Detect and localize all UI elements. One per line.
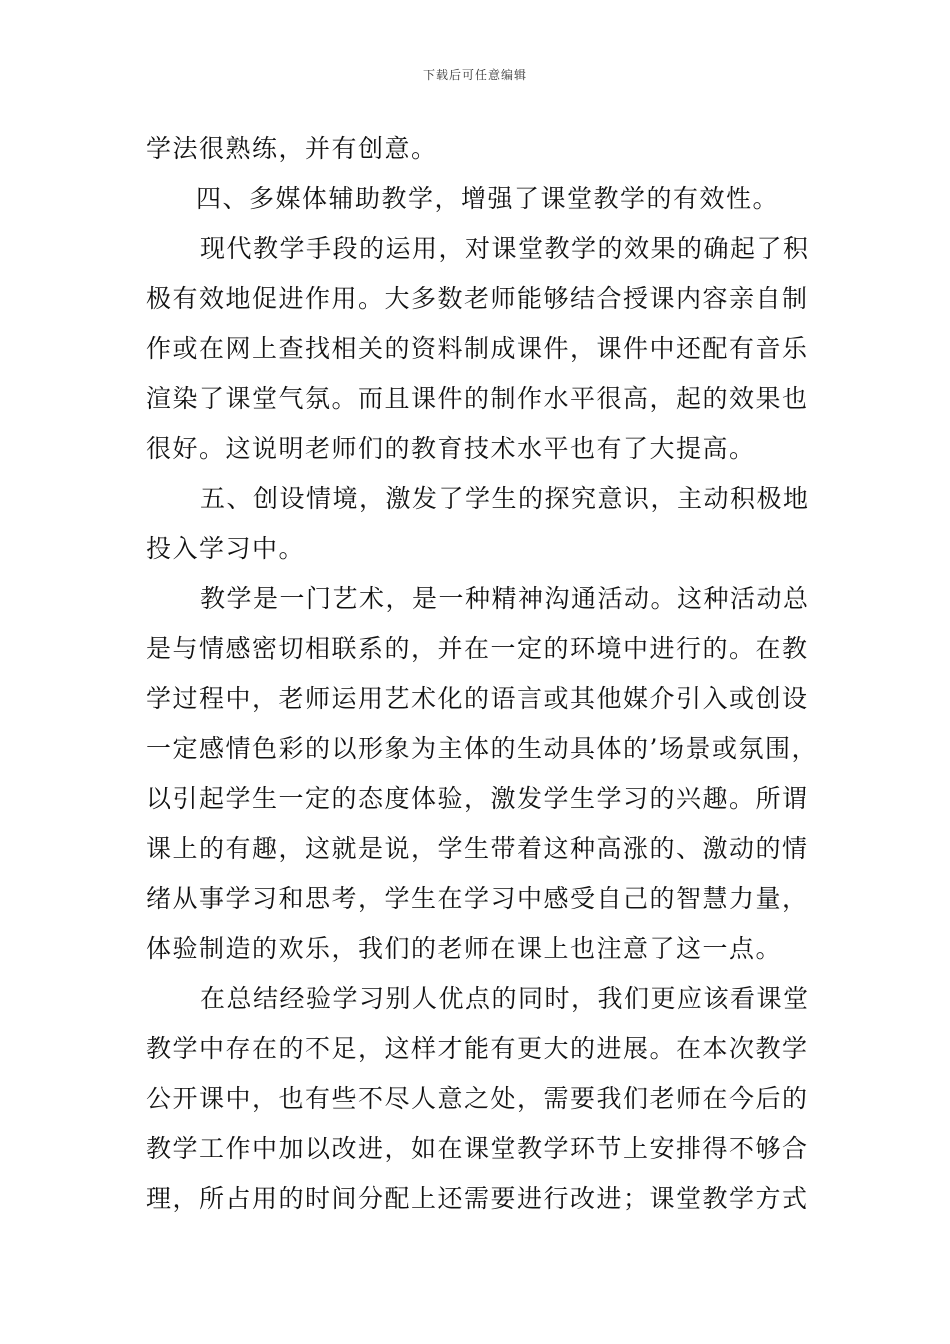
- page-header: 下载后可任意编辑: [422, 68, 527, 82]
- text-line: 公开课中，也有些不尽人意之处，需要我们老师在今后的: [146, 1084, 809, 1113]
- text-line: 极有效地促进作用。大多数老师能够结合授课内容亲自制: [146, 284, 809, 313]
- section-heading: 五、创设情境，激发了学生的探究意识，主动积极地: [200, 484, 810, 513]
- text-line: 在总结经验学习别人优点的同时，我们更应该看课堂: [200, 984, 810, 1013]
- text-line: 教学中存在的不足，这样才能有更大的进展。在本次教学: [146, 1034, 809, 1063]
- text-line: 教学是一门艺术，是一种精神沟通活动。这种活动总: [200, 584, 810, 613]
- text-line: 学过程中，老师运用艺术化的语言或其他媒介引入或创设: [146, 684, 809, 713]
- text-line: 是与情感密切相联系的，并在一定的环境中进行的。在教: [146, 634, 809, 663]
- text-line: 理，所占用的时间分配上还需要进行改进；课堂教学方式: [146, 1184, 809, 1213]
- text-line: 作或在网上查找相关的资料制成课件，课件中还配有音乐: [146, 334, 809, 363]
- text-line: 绪从事学习和思考，学生在学习中感受自己的智慧力量，: [146, 884, 809, 913]
- text-line: 一定感情色彩的以形象为主体的生动具体的’场景或氛围，: [146, 734, 818, 763]
- text-line: 以引起学生一定的态度体验，激发学生学习的兴趣。所谓: [146, 784, 809, 813]
- text-line: 现代教学手段的运用，对课堂教学的效果的确起了积: [200, 234, 810, 263]
- text-line: 体验制造的欢乐，我们的老师在课上也注意了这一点。: [146, 934, 783, 963]
- text-line: 学法很熟练，并有创意。: [146, 134, 438, 163]
- text-line: 投入学习中。: [146, 534, 306, 563]
- text-line: 渲染了课堂气氛。而且课件的制作水平很高，起的效果也: [146, 384, 809, 413]
- text-line: 课上的有趣，这就是说，学生带着这种高涨的、激动的情: [146, 834, 809, 863]
- section-heading: 四、多媒体辅助教学，增强了课堂教学的有效性。: [196, 184, 780, 213]
- text-line: 教学工作中加以改进，如在课堂教学环节上安排得不够合: [146, 1134, 809, 1163]
- text-line: 很好。这说明老师们的教育技术水平也有了大提高。: [146, 434, 756, 463]
